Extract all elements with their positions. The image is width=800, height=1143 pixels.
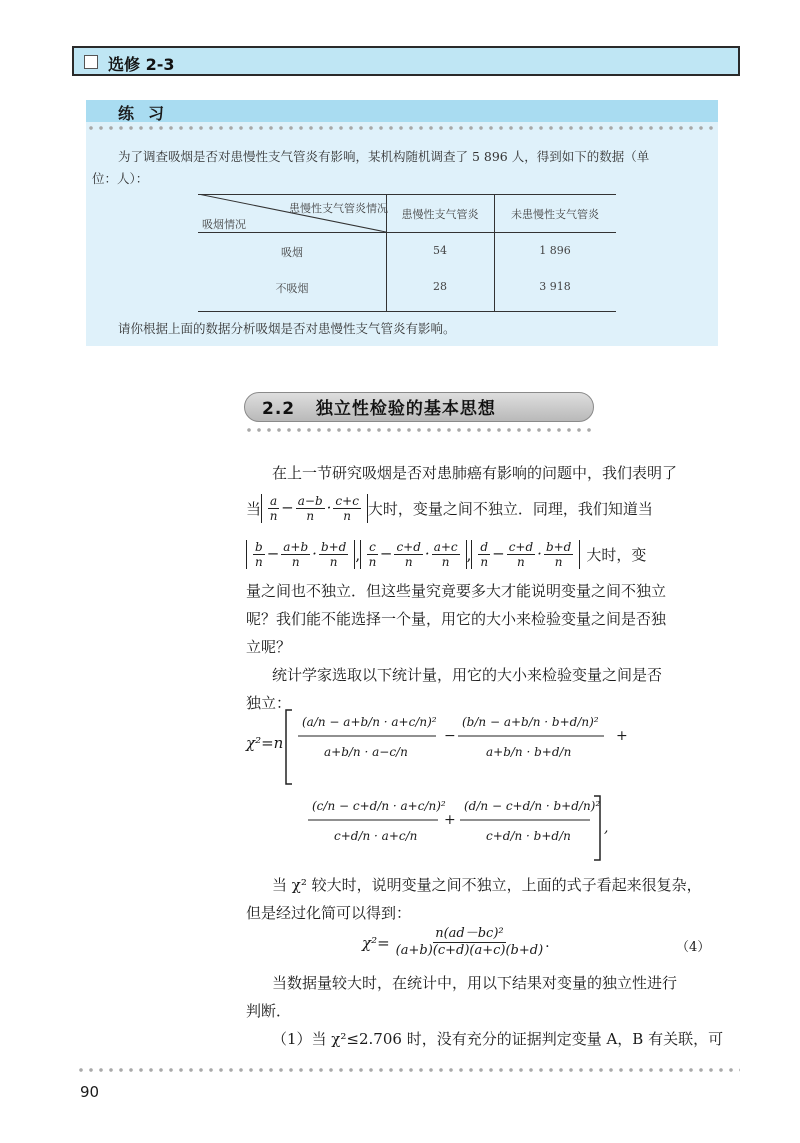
- body-p1-line3: $\frac{b}{n}$ − $\frac{a+b}{n}$ · $\frac{b+d}{n}$ , $\frac{c}{n}$ − $\frac{c+d}{n}$ · $\frac{a+c}{n}$ , $\frac{d}{n}$ − $\frac{c+d}{n}$ · $\frac{b+d}{n}$ 大时，变: [246, 540, 646, 569]
- chi-square-full-formula: [240, 704, 660, 866]
- chi-square-simplified-formula: χ²= $\frac{\text{n(ad－bc)²}}{(a+b)(c+d)(a+c)(b+d)}$ .: [362, 926, 550, 958]
- table-row-label: 不吸烟: [275, 282, 309, 295]
- section-dots-divider: [244, 428, 594, 432]
- exercise-intro-line2: 位：人）：: [92, 171, 149, 186]
- svg-text:+: +: [616, 728, 628, 744]
- table-diag-top: 患慢性支气管炎情况: [289, 202, 388, 215]
- body-p1-line4: 量之间也不独立．但这些量究竟要多大才能说明变量之间不独立: [246, 582, 667, 600]
- abs-expression-2: $\frac{b}{n}$ − $\frac{a+b}{n}$ · $\frac{b+d}{n}$: [246, 540, 355, 569]
- body-p1-when: 当: [246, 500, 262, 518]
- header-title: 选修 2-3: [108, 55, 175, 74]
- table-cell: 1 896: [539, 244, 571, 257]
- exercise-intro-line1: 为了调查吸烟是否对患慢性支气管炎有影响，某机构随机调查了 5 896 人，得到如下的数据（单: [118, 149, 650, 164]
- table-col1-header: 患慢性支气管炎: [401, 208, 479, 221]
- formula-numerator: n(ad－bc)²: [435, 926, 504, 941]
- body-p1-line1: 在上一节研究吸烟是否对患肺癌有影响的问题中，我们表明了: [272, 464, 678, 482]
- svg-text:a+b/n · b+d/n: a+b/n · b+d/n: [486, 745, 572, 759]
- body-p4-line2: 判断．: [246, 1002, 292, 1020]
- header-bar: [72, 46, 740, 76]
- abs-expression-4: $\frac{d}{n}$ − $\frac{c+d}{n}$ · $\frac{b+d}{n}$: [471, 540, 580, 569]
- svg-text:(c/n − c+d/n · a+c/n)²: (c/n − c+d/n · a+c/n)²: [312, 799, 446, 813]
- svg-text:χ²=n: χ²=n: [246, 734, 284, 752]
- svg-text:a+b/n · a−c/n: a+b/n · a−c/n: [324, 745, 408, 759]
- body-p5-line1: （1）当 χ²≤2.706 时，没有充分的证据判定变量 A，B 有关联，可: [272, 1030, 724, 1048]
- table-cell: 3 918: [539, 280, 571, 293]
- svg-text:c+d/n · b+d/n: c+d/n · b+d/n: [486, 829, 571, 843]
- page-number: 90: [80, 1083, 100, 1101]
- body-p3-line2: 但是经过化简可以得到：: [246, 904, 412, 922]
- svg-text:c+d/n · a+c/n: c+d/n · a+c/n: [334, 829, 418, 843]
- svg-text:(a/n − a+b/n · a+c/n)²: (a/n − a+b/n · a+c/n)²: [302, 715, 437, 729]
- body-p1-line6: 立呢？: [246, 638, 292, 656]
- body-p2-line2: 独立：: [246, 694, 292, 712]
- body-p1-line5: 呢？我们能不能选择一个量，用它的大小来检验变量之间是否独: [246, 610, 667, 628]
- footer-dots-divider: [76, 1068, 740, 1072]
- section-title: 2.2 独立性检验的基本思想: [262, 399, 496, 419]
- exercise-title: 练习: [118, 104, 179, 123]
- svg-text:,: ,: [604, 820, 609, 836]
- table-diag-bottom: 吸烟情况: [202, 218, 246, 231]
- exercise-table: [198, 194, 616, 312]
- header-square-icon: [84, 55, 98, 69]
- table-cell: 28: [433, 280, 447, 293]
- svg-text:(b/n − a+b/n · b+d/n)²: (b/n − a+b/n · b+d/n)²: [462, 715, 599, 729]
- svg-text:+: +: [444, 812, 456, 828]
- svg-text:−: −: [444, 728, 456, 744]
- abs-expression-3: $\frac{c}{n}$ − $\frac{c+d}{n}$ · $\frac{a+c}{n}$: [360, 540, 467, 569]
- table-col2-header: 未患慢性支气管炎: [511, 208, 599, 221]
- body-p2-line1: 统计学家选取以下统计量，用它的大小来检验变量之间是否: [272, 666, 663, 684]
- svg-text:(d/n − c+d/n · b+d/n)²: (d/n − c+d/n · b+d/n)²: [464, 799, 601, 813]
- exercise-question: 请你根据上面的数据分析吸烟是否对患慢性支气管炎有影响。: [118, 321, 456, 336]
- body-p1-line2-tail: 大时，变量之间不独立．同理，我们知道当: [367, 500, 653, 518]
- abs-expression-1: $\frac{a}{n}$ − $\frac{a-b}{n}$ · $\frac{c+c}{n}$: [261, 494, 368, 523]
- table-cell: 54: [433, 244, 447, 257]
- exercise-dots-divider: [86, 126, 718, 130]
- formula-tag: （4）: [676, 940, 711, 955]
- exercise-header: [86, 100, 718, 122]
- table-row-label: 吸烟: [281, 246, 303, 259]
- body-p4-line1: 当数据量较大时，在统计中，用以下结果对变量的独立性进行: [272, 974, 678, 992]
- body-p1-line3-tail: 大时，变: [586, 546, 647, 564]
- body-p3-line1: 当 χ² 较大时，说明变量之间不独立，上面的式子看起来很复杂，: [272, 876, 702, 894]
- body-p1-line2: [246, 494, 653, 523]
- formula-denominator: (a+b)(c+d)(a+c)(b+d): [395, 943, 544, 958]
